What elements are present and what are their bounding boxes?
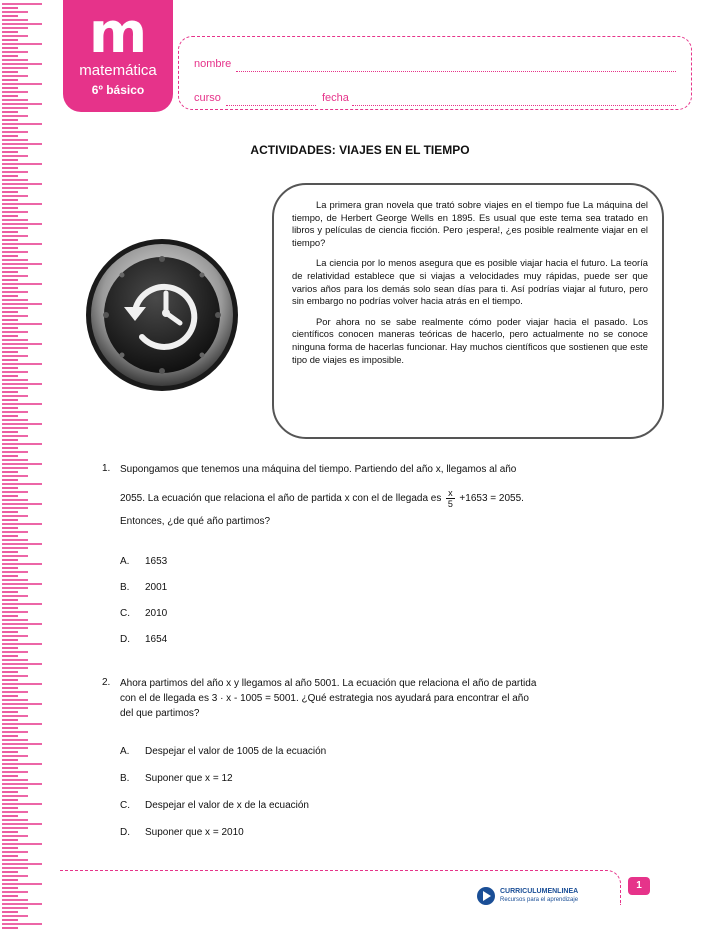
option-letter: B.	[120, 582, 130, 593]
play-icon	[476, 886, 496, 906]
intro-textbox	[272, 183, 664, 439]
option-text: Suponer que x = 12	[145, 773, 233, 784]
page-title: ACTIVIDADES: VIAJES EN EL TIEMPO	[250, 143, 470, 157]
question-2-line-1: Ahora partimos del año x y llegamos al año 5001. La ecuación que relaciona el año de partida	[120, 678, 537, 689]
logo-grade: 6º básico	[91, 83, 145, 97]
question-1-line-2-text: 2055. La ecuación que relaciona el año de partida x con el de llegada es	[120, 493, 442, 505]
time-machine-clock-icon	[84, 237, 240, 393]
option-letter: D.	[120, 827, 130, 838]
answer-option[interactable]	[120, 746, 326, 757]
question-number: 2.	[102, 677, 111, 688]
question-1-line-3: Entonces, ¿de qué año partimos?	[120, 516, 271, 527]
option-letter: D.	[120, 634, 130, 645]
option-text: 2001	[145, 582, 168, 593]
intro-paragraph: La ciencia por lo menos asegura que es posible viajar hacia el futuro. La teoría de relatividad establece que si viajas a velocidades muy rápidas, puede ser que varios años para los demás solo sean días para ti. Así podrías viajar al futuro, pero sin embargo no podrías volver hacia atrás en el tiempo.	[292, 257, 648, 307]
publisher-tagline: Recursos para el aprendizaje	[500, 897, 579, 903]
answer-option[interactable]	[120, 608, 167, 619]
question-1-line-2-end: +1653 = 2055.	[459, 493, 524, 505]
question-1-line-1: Supongamos que tenemos una máquina del tiempo. Partiendo del año x, llegamos al año	[120, 464, 517, 475]
course-field[interactable]	[226, 105, 316, 106]
subject-logo	[63, 0, 173, 112]
option-text: 1654	[145, 634, 168, 645]
answer-option[interactable]	[120, 827, 244, 838]
course-label: curso	[194, 92, 221, 104]
option-text: Suponer que x = 2010	[145, 827, 244, 838]
fraction	[446, 488, 455, 509]
option-letter: A.	[120, 746, 130, 757]
question-number: 1.	[102, 463, 111, 474]
question-2-line-2: con el de llegada es 3 · x - 1005 = 5001. ¿Qué estrategia nos ayudará para encontrar el año	[120, 693, 529, 704]
option-text: 2010	[145, 608, 168, 619]
student-info-box	[178, 36, 692, 110]
answer-option[interactable]	[120, 582, 167, 593]
page-number: 1	[628, 877, 650, 895]
publisher-logo	[476, 884, 596, 910]
option-letter: C.	[120, 608, 130, 619]
date-field[interactable]	[352, 105, 676, 106]
option-letter: A.	[120, 556, 130, 567]
logo-letter: m	[88, 1, 148, 66]
option-text: 1653	[145, 556, 168, 567]
option-letter: B.	[120, 773, 130, 784]
fraction-denominator: 5	[447, 499, 453, 509]
name-field[interactable]	[236, 71, 676, 72]
answer-option[interactable]	[120, 634, 167, 645]
option-text: Despejar el valor de x de la ecuación	[145, 800, 309, 811]
option-text: Despejar el valor de 1005 de la ecuación	[145, 746, 327, 757]
publisher-name: CURRICULUMENLINEA	[500, 888, 579, 895]
date-label: fecha	[322, 92, 349, 104]
answer-option[interactable]	[120, 800, 309, 811]
question-1-line-2	[120, 488, 660, 509]
intro-paragraph: La primera gran novela que trató sobre viajes en el tiempo fue La máquina del tiempo, de Herbert George Wells en 1895. Es usual que este tema sea tratado en libros y películas de ciencia ficción. Pero ¡espera!, ¿es posible realmente viajar en el tiempo?	[292, 199, 648, 248]
answer-option[interactable]	[120, 556, 167, 567]
fraction-numerator: x	[448, 488, 453, 498]
decorative-ruler	[0, 0, 56, 933]
answer-option[interactable]	[120, 773, 233, 784]
name-label: nombre	[194, 58, 232, 70]
logo-subject: matemática	[79, 62, 157, 79]
option-letter: C.	[120, 800, 130, 811]
question-2-line-3: del que partimos?	[120, 708, 200, 719]
intro-paragraph: Por ahora no se sabe realmente cómo poder viajar hacia el pasado. Los científicos conocen maneras teóricas de hacerlo, pero actualmente no se conoce ninguna forma de hacerlas funcionar. Hay muchos científicos que sostienen que este tipo de viajes es imposible.	[292, 315, 648, 365]
